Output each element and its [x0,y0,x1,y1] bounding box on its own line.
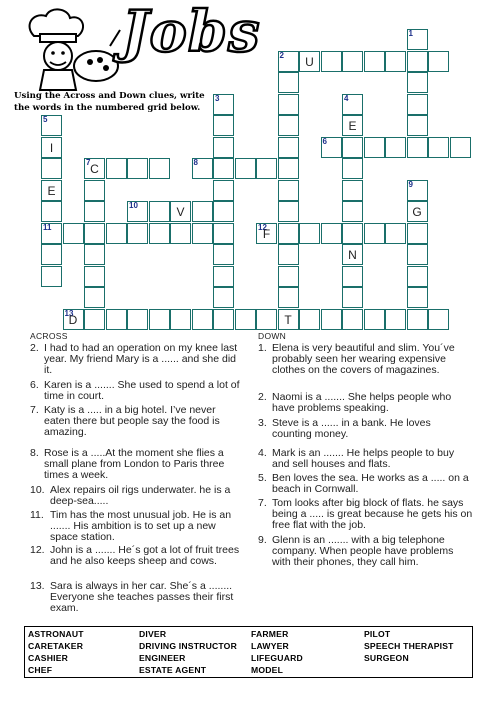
grid-cell[interactable] [149,158,170,179]
grid-cell[interactable] [235,158,256,179]
clue-num: 5. [258,472,267,484]
clue-number: 4 [344,93,349,103]
down-clue [258,498,473,532]
clue-num: 3. [258,417,267,429]
grid-cell[interactable] [364,51,385,72]
clue-number: 1 [408,29,413,38]
clue-num: 6. [30,379,39,391]
word-bank-item: CHEF [28,665,53,675]
grid-cell[interactable] [84,266,105,287]
grid-cell[interactable] [450,137,471,158]
across-clue [30,545,240,567]
down-clue [258,535,473,569]
grid-cell[interactable] [342,223,363,244]
clue-text: Steve is a ...... in a bank. He loves counting money. [272,417,431,441]
clue-number: 12 [258,222,267,232]
grid-letter: C [90,162,99,176]
grid-cell[interactable] [213,201,234,222]
clue-text: Ben loves the sea. He works as a ..... on a beach in Cornwall. [272,472,469,496]
crossword-grid [0,0,496,330]
grid-cell[interactable] [213,309,234,330]
across-clue [30,448,240,482]
grid-cell[interactable] [407,287,428,308]
instructions: Using the Across and Down clues, write the words in the numbered grid below. [14,91,205,113]
clue-num: 13. [30,580,45,592]
grid-letter: I [49,140,54,155]
grid-cell[interactable] [342,309,363,330]
clue-number: 10 [129,201,138,210]
clue-number: 5 [43,115,48,124]
grid-cell[interactable] [84,244,105,265]
clue-num: 12. [30,544,45,556]
grid-cell[interactable] [428,309,449,330]
grid-cell[interactable] [278,287,299,308]
across-clue [30,485,240,507]
grid-cell[interactable] [106,158,127,179]
grid-cell[interactable] [106,309,127,330]
grid-cell[interactable] [84,223,105,244]
grid-letter: G [412,205,422,219]
grid-cell[interactable] [278,94,299,115]
clue-text: Alex repairs oil rigs underwater. he is a deep-sea..... [50,484,231,508]
across-clue [30,510,240,544]
grid-cell[interactable] [192,223,213,244]
clue-number: 2 [279,50,284,60]
word-bank-item: CASHIER [28,653,69,663]
grid-cell[interactable] [278,244,299,265]
grid-cell[interactable] [213,244,234,265]
clue-text: Elena is very beautiful and slim. You´ve probably seen her wearing expensive clothes on the covers of magazines. [272,342,455,377]
grid-cell[interactable] [321,223,342,244]
grid-cell[interactable] [407,266,428,287]
grid-cell[interactable] [364,223,385,244]
grid-cell[interactable] [213,115,234,136]
down-clue [258,392,473,414]
grid-cell[interactable] [213,223,234,244]
grid-cell[interactable] [342,266,363,287]
clue-num: 7. [258,497,267,509]
word-bank-item: SPEECH THERAPIST [364,641,454,651]
grid-cell[interactable] [63,223,84,244]
page-title: Jobs [122,0,261,65]
clue-num: 10. [30,484,45,496]
grid-cell[interactable] [385,309,406,330]
grid-cell[interactable] [407,72,428,93]
across-heading: ACROSS [30,331,68,341]
grid-letter: V [176,205,185,219]
grid-cell[interactable] [407,137,428,158]
grid-cell[interactable] [278,72,299,93]
grid-cell[interactable] [278,115,299,136]
clue-num: 8. [30,447,39,459]
grid-cell[interactable] [256,158,277,179]
grid-cell[interactable] [407,115,428,136]
grid-cell[interactable] [149,201,170,222]
grid-letter: E [47,183,56,198]
grid-cell[interactable] [278,223,299,244]
grid-cell[interactable] [364,309,385,330]
grid-cell[interactable] [256,309,277,330]
grid-cell[interactable] [385,51,406,72]
grid-cell[interactable] [41,266,62,287]
grid-cell[interactable] [149,309,170,330]
grid-cell[interactable] [278,158,299,179]
clue-number: 11 [43,222,52,232]
clue-text: I had to had an operation on my knee last year. My friend Mary is a ...... and she did it. [44,342,238,377]
word-bank [24,626,473,678]
grid-cell[interactable] [192,201,213,222]
word-bank-item: SURGEON [364,653,409,663]
grid-cell[interactable] [342,287,363,308]
down-heading: DOWN [258,331,287,341]
grid-cell[interactable] [385,137,406,158]
grid-cell[interactable] [342,201,363,222]
word-bank-item: LAWYER [251,641,289,651]
grid-cell[interactable] [213,180,234,201]
clue-num: 9. [258,534,267,546]
grid-cell[interactable] [278,180,299,201]
across-clue [30,581,240,615]
word-bank-item: FARMER [251,629,289,639]
grid-letter: F [262,226,271,241]
down-clue [258,418,473,440]
grid-cell[interactable] [213,266,234,287]
clue-text: Mark is an ....... He helps people to buy and sell houses and flats. [272,447,455,471]
grid-letter: T [284,312,292,327]
clue-number: 7 [86,158,91,167]
grid-letter: D [68,312,78,327]
grid-cell[interactable] [407,51,428,72]
grid-cell[interactable] [278,137,299,158]
word-bank-item: DIVER [139,629,167,639]
clue-num: 1. [258,342,267,354]
clue-text: Karen is a ....... She used to spend a lot of time in court. [44,379,240,403]
down-clue [258,343,473,377]
grid-cell[interactable] [428,51,449,72]
across-clue [30,380,240,402]
grid-cell[interactable] [170,223,191,244]
grid-cell[interactable] [299,223,320,244]
grid-letter: E [348,119,357,133]
grid-cell[interactable] [278,201,299,222]
clue-text: Sara is always in her car. She´s a ........ Everyone she teaches passes their first exam. [50,580,234,615]
clue-text: Naomi is a ....... She helps people who have problems speaking. [272,391,452,415]
clue-num: 2. [30,342,39,354]
across-clue [30,405,240,439]
grid-cell[interactable] [407,244,428,265]
clue-number: 13 [64,308,74,318]
word-bank-item: MODEL [251,665,284,675]
clue-number: 9 [408,179,413,189]
grid-cell[interactable] [192,309,213,330]
word-bank-item: LIFEGUARD [251,653,303,663]
grid-cell[interactable] [235,309,256,330]
grid-cell[interactable] [407,309,428,330]
grid-cell[interactable] [428,137,449,158]
word-bank-item: CARETAKER [28,641,84,651]
grid-cell[interactable] [41,201,62,222]
clue-number: 8 [193,158,198,167]
grid-cell[interactable] [342,51,363,72]
word-bank-item: ASTRONAUT [28,629,84,639]
clue-text: Rose is a .....At the moment she flies a small plane from London to Paris three times a week. [44,447,225,482]
grid-cell[interactable] [364,137,385,158]
grid-cell[interactable] [299,309,320,330]
grid-cell[interactable] [84,287,105,308]
word-bank-item: ESTATE AGENT [139,665,207,675]
clue-text: Tom looks after big block of flats. he says being a ..... is great because he gets his on free flat with the job. [272,497,473,532]
grid-cell[interactable] [342,180,363,201]
grid-cell[interactable] [342,158,363,179]
down-clue [258,473,473,495]
clue-text: John is a ....... He´s got a lot of fruit trees and he also keeps sheep and cows. [50,544,240,568]
across-clue [30,343,240,377]
grid-letter: U [305,54,314,69]
grid-cell[interactable] [385,223,406,244]
clue-text: Katy is a ..... in a big hotel. I’ve never eaten there but people say the food is amazing. [44,404,220,439]
grid-cell[interactable] [84,180,105,201]
grid-cell[interactable] [278,266,299,287]
clue-num: 7. [30,404,39,416]
clue-number: 3 [215,93,220,103]
clue-text: Tim has the most unusual job. He is an ....... His ambition is to set up a new space station. [50,509,232,544]
clue-text: Glenn is an ....... with a big telephone company. When people have problems with their phones, they call him. [272,534,454,569]
grid-cell[interactable] [407,94,428,115]
grid-letter: N [348,248,357,262]
grid-cell[interactable] [213,287,234,308]
grid-cell[interactable] [213,137,234,158]
grid-cell[interactable] [41,158,62,179]
grid-cell[interactable] [127,223,148,244]
grid-cell[interactable] [149,223,170,244]
grid-cell[interactable] [127,309,148,330]
grid-cell[interactable] [407,223,428,244]
grid-cell[interactable] [84,201,105,222]
grid-cell[interactable] [213,158,234,179]
grid-cell[interactable] [321,51,342,72]
word-bank-item: ENGINEER [139,653,186,663]
grid-cell[interactable] [106,223,127,244]
word-bank-item: PILOT [364,629,391,639]
clue-num: 4. [258,447,267,459]
word-bank-item: DRIVING INSTRUCTOR [139,641,237,651]
grid-cell[interactable] [84,309,105,330]
grid-cell[interactable] [342,137,363,158]
clue-num: 2. [258,391,267,403]
grid-cell[interactable] [321,309,342,330]
grid-cell[interactable] [170,309,191,330]
grid-cell[interactable] [127,158,148,179]
clue-num: 11. [30,509,44,521]
grid-cell[interactable] [41,244,62,265]
down-clue [258,448,473,470]
clue-number: 6 [322,136,327,146]
